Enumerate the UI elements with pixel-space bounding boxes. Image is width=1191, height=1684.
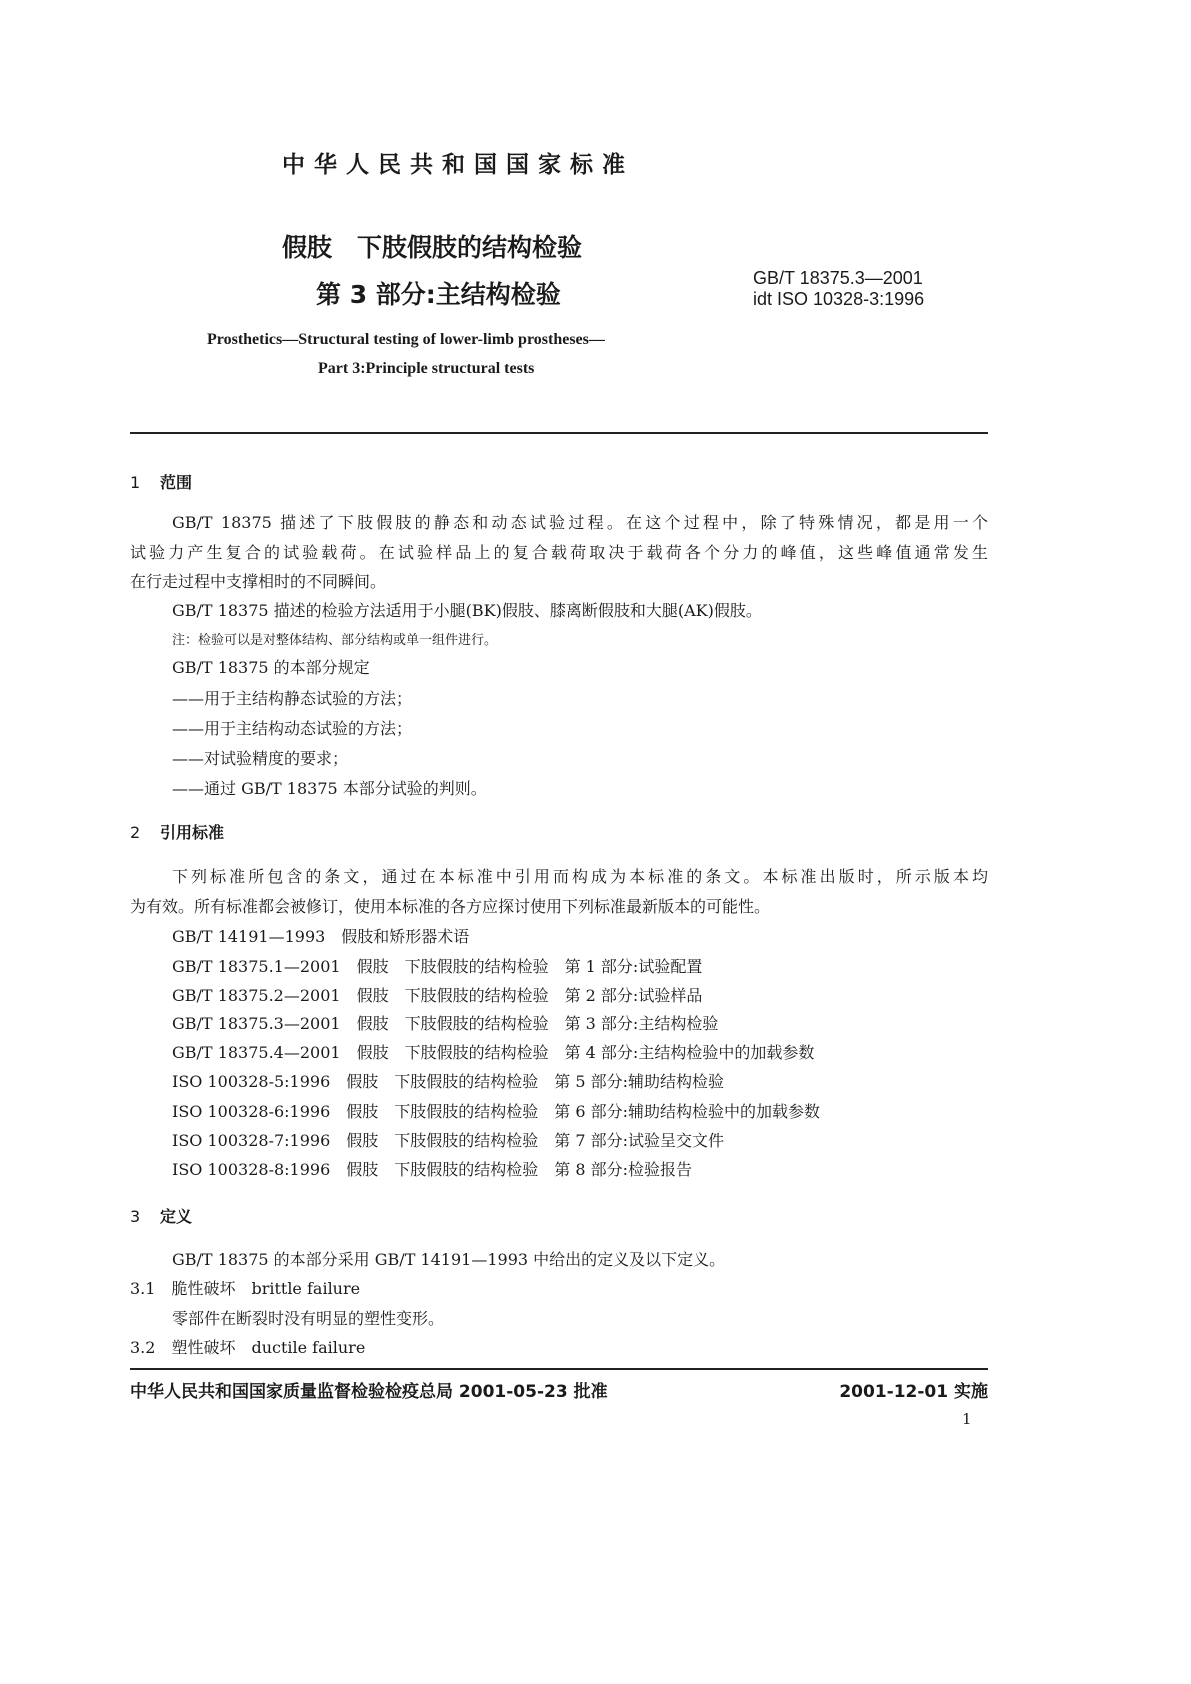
reference-item: ISO 100328-5:1996 假肢 下肢假肢的结构检验 第 5 部分:辅助结构检验	[172, 1072, 725, 1091]
reference-item: GB/T 18375.2—2001 假肢 下肢假肢的结构检验 第 2 部分:试验样品	[172, 986, 703, 1005]
title-chinese-line1: 假肢 下肢假肢的结构检验	[282, 233, 583, 262]
section-number: 2	[130, 823, 141, 842]
standard-number: GB/T 18375.3—2001	[753, 268, 923, 288]
list-item: ——对试验精度的要求；	[172, 749, 349, 768]
definition-term: 3.1 脆性破坏 brittle failure	[130, 1279, 361, 1298]
section-heading-scope	[130, 470, 192, 493]
reference-item: ISO 100328-8:1996 假肢 下肢假肢的结构检验 第 8 部分:检验报告	[172, 1160, 693, 1179]
text-line: 为有效。所有标准都会被修订，使用本标准的各方应探讨使用下列标准最新版本的可能性。	[130, 897, 771, 916]
section-heading-normative-references	[130, 820, 224, 843]
reference-item: GB/T 18375.3—2001 假肢 下肢假肢的结构检验 第 3 部分:主结构检验	[172, 1014, 719, 1033]
page-number: 1	[962, 1410, 972, 1428]
list-item: ——通过 GB/T 18375 本部分试验的判则。	[172, 779, 487, 798]
approval-statement: 中华人民共和国国家质量监督检验检疫总局 2001-05-23 批准	[130, 1382, 608, 1402]
header-divider	[130, 432, 988, 434]
note-line: 注：检验可以是对整体结构、部分结构或单一组件进行。	[172, 633, 498, 648]
text-line: 下列标准所包含的条文，通过在本标准中引用而构成为本标准的条文。本标准出版时，所示版本均	[172, 867, 988, 886]
reference-item: GB/T 18375.4—2001 假肢 下肢假肢的结构检验 第 4 部分:主结构检验中的加载参数	[172, 1043, 815, 1062]
section-title: 定义	[160, 1207, 193, 1226]
text-line: GB/T 18375 的本部分采用 GB/T 14191—1993 中给出的定义及以下定义。	[172, 1250, 726, 1269]
section-number: 1	[130, 473, 141, 492]
title-english-line2: Part 3:Principle structural tests	[318, 360, 535, 377]
footer-divider	[130, 1368, 988, 1370]
list-item: ——用于主结构动态试验的方法；	[172, 719, 413, 738]
title-english-line1: Prosthetics—Structural testing of lower-limb prostheses—	[207, 331, 605, 348]
national-standard-heading: 中华人民共和国国家标准	[282, 152, 634, 178]
text-line: GB/T 18375 描述了下肢假肢的静态和动态试验过程。在这个过程中，除了特殊情况，都是用一个	[172, 513, 988, 532]
text-line: 试验力产生复合的试验载荷。在试验样品上的复合载荷取决于载荷各个分力的峰值，这些峰值通常发生	[130, 543, 988, 562]
text-line: GB/T 18375 的本部分规定	[172, 658, 370, 677]
text-line: GB/T 18375 描述的检验方法适用于小腿(BK)假肢、膝离断假肢和大腿(AK)假肢。	[172, 601, 762, 620]
text-line: 在行走过程中支撑相时的不同瞬间。	[130, 572, 387, 591]
section-title: 引用标准	[160, 823, 225, 842]
reference-item: GB/T 14191—1993 假肢和矫形器术语	[172, 927, 470, 946]
list-item: ——用于主结构静态试验的方法；	[172, 689, 413, 708]
reference-item: ISO 100328-7:1996 假肢 下肢假肢的结构检验 第 7 部分:试验呈交文件	[172, 1131, 725, 1150]
definition-text: 零部件在断裂时没有明显的塑性变形。	[172, 1309, 445, 1328]
reference-item: GB/T 18375.1—2001 假肢 下肢假肢的结构检验 第 1 部分:试验配置	[172, 957, 703, 976]
definition-term: 3.2 塑性破坏 ductile failure	[130, 1338, 366, 1357]
reference-item: ISO 100328-6:1996 假肢 下肢假肢的结构检验 第 6 部分:辅助结构检验中的加载参数	[172, 1102, 821, 1121]
title-chinese-line2: 第 3 部分:主结构检验	[316, 280, 561, 309]
section-heading-definitions	[130, 1204, 192, 1227]
section-number: 3	[130, 1207, 141, 1226]
implementation-date: 2001-12-01 实施	[839, 1382, 988, 1402]
idt-iso-number: idt ISO 10328-3:1996	[753, 289, 925, 309]
section-title: 范围	[160, 473, 193, 492]
